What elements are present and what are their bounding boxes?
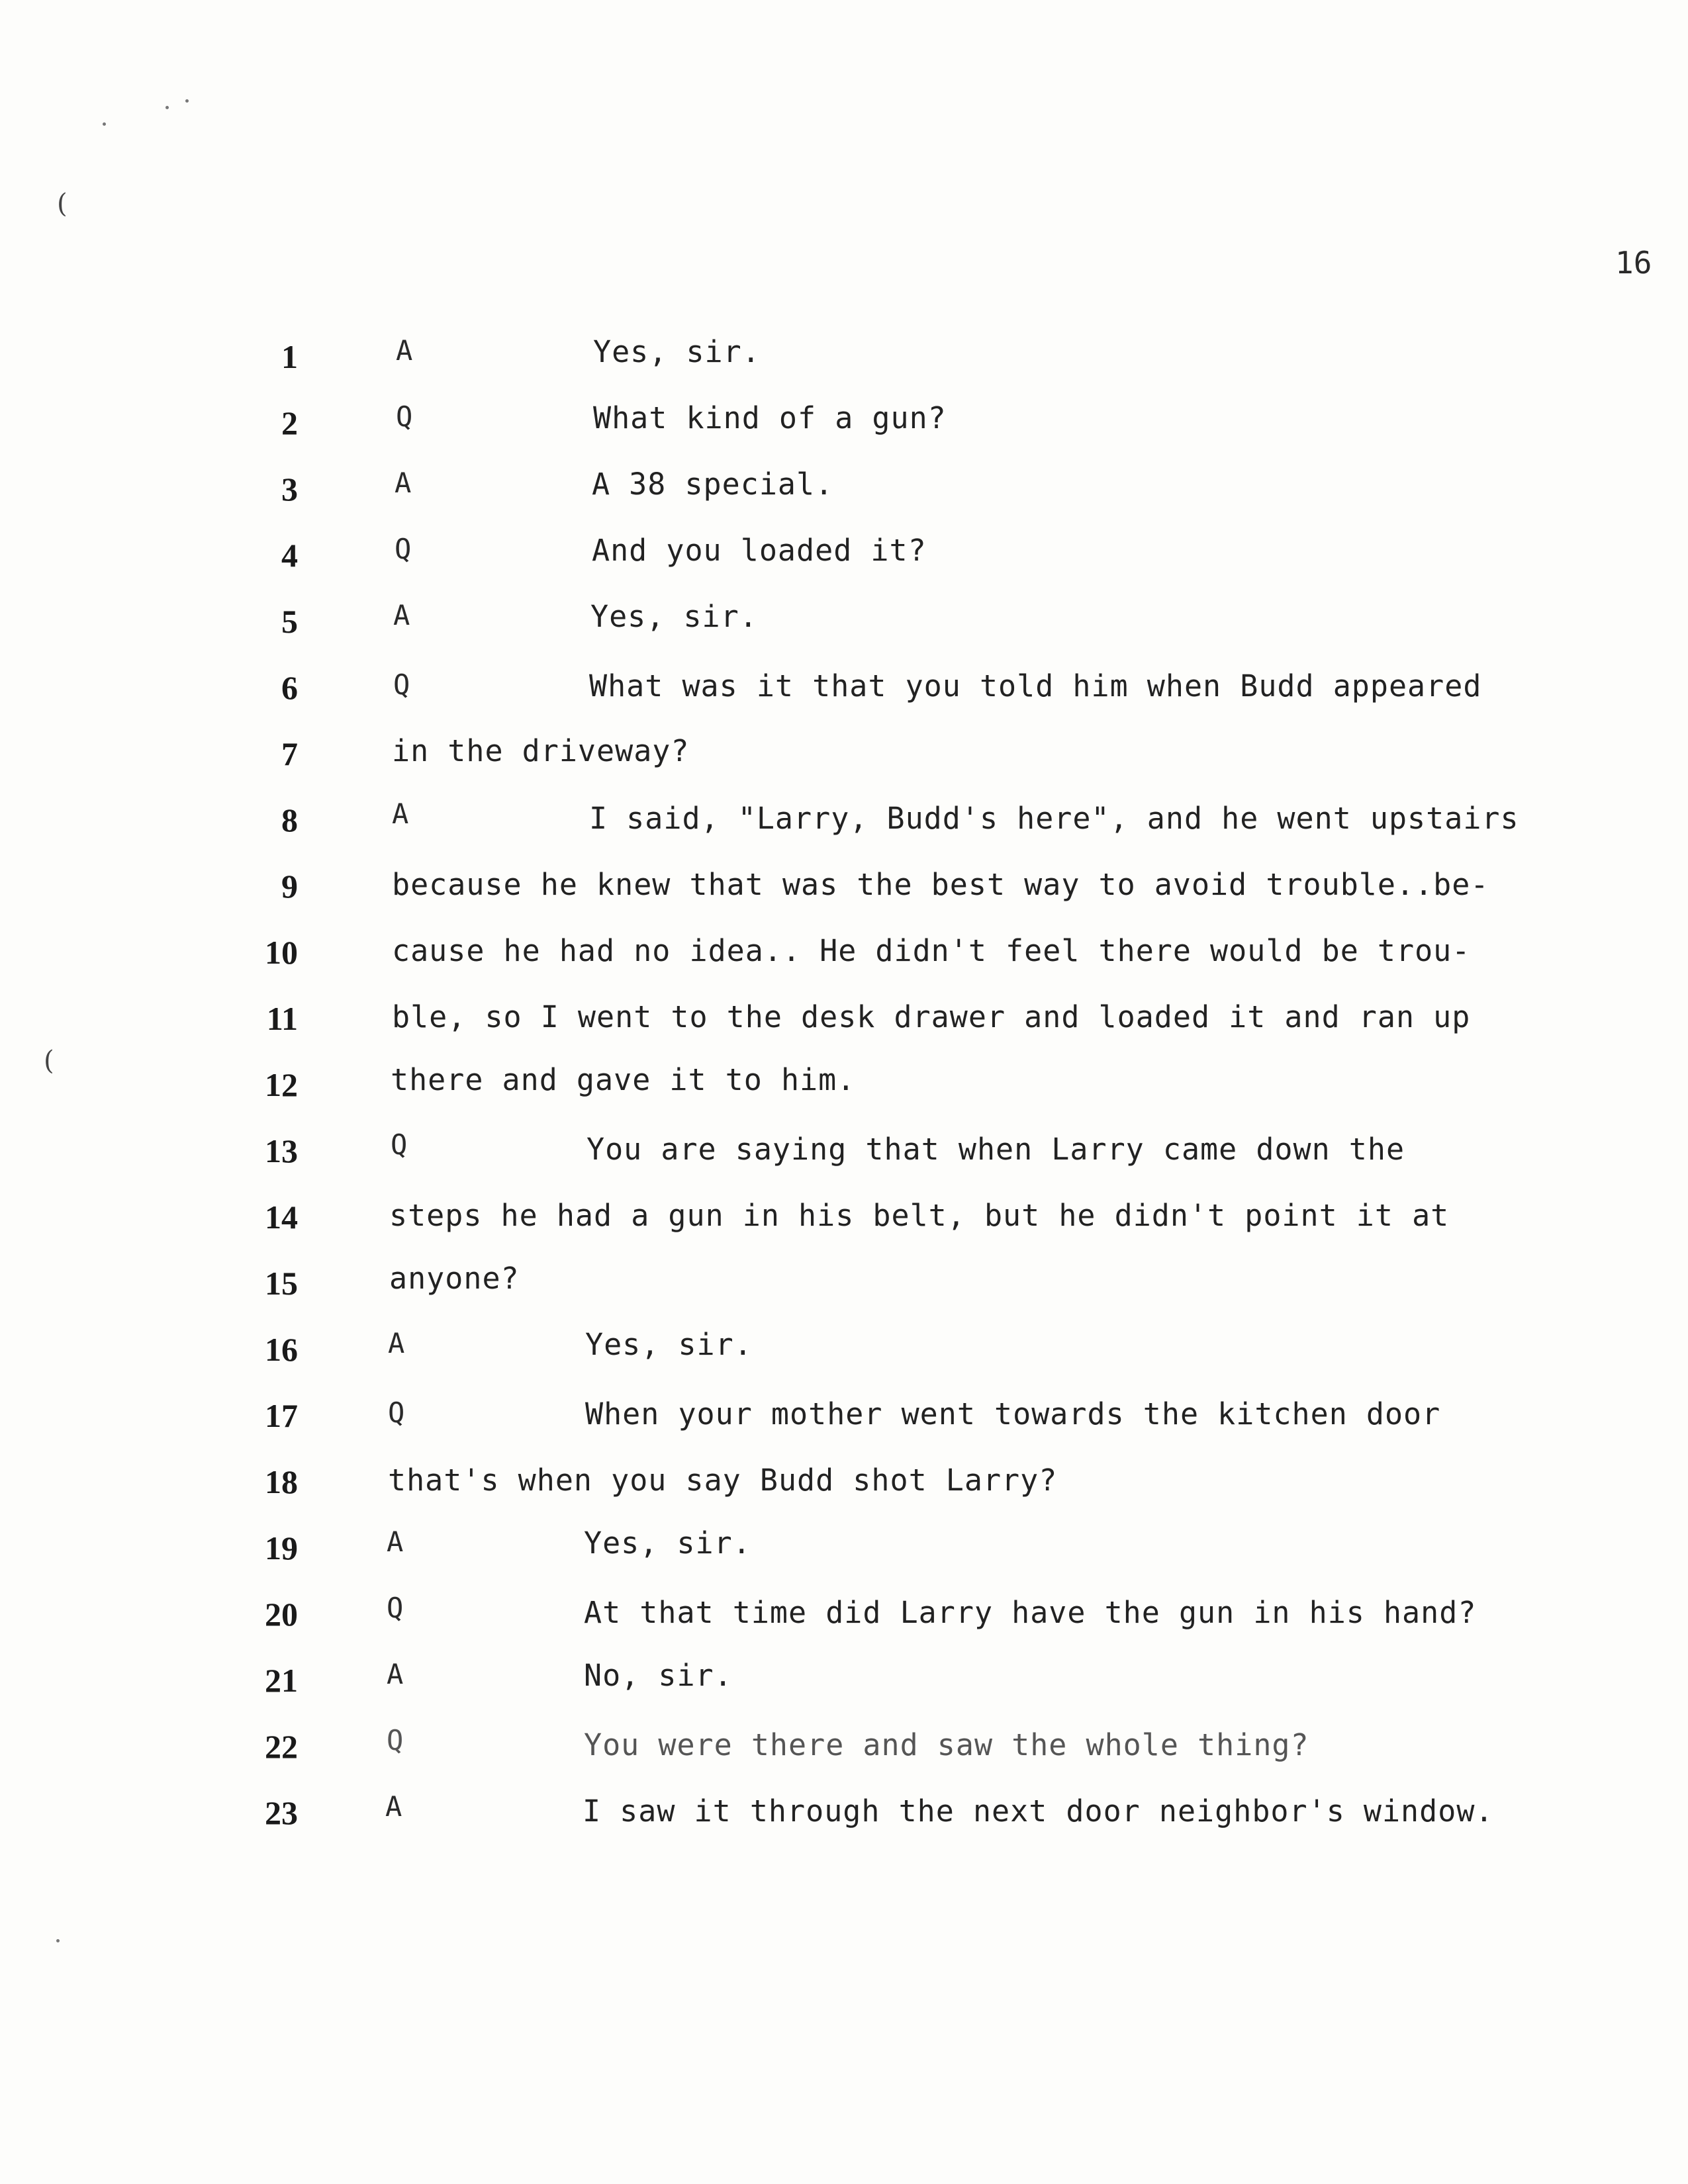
speaker-label: Q [395, 533, 412, 565]
line-number: 2 [281, 404, 298, 441]
testimony-text: What was it that you told him when Budd appeared [589, 668, 1482, 704]
testimony-text: cause he had no idea.. He didn't feel there would be trou- [392, 933, 1471, 968]
testimony-text: You are saying that when Larry came down the [586, 1132, 1405, 1167]
margin-paren-mark: ( [57, 189, 68, 219]
testimony-text: At that time did Larry have the gun in his hand? [584, 1595, 1477, 1630]
line-number: 13 [265, 1132, 298, 1169]
line-number: 3 [281, 471, 298, 508]
testimony-text: that's when you say Budd shot Larry? [388, 1463, 1058, 1498]
scan-speck [165, 106, 169, 109]
line-number: 7 [281, 735, 298, 772]
testimony-text: Yes, sir. [593, 334, 761, 369]
speaker-label: A [388, 1327, 405, 1359]
margin-paren-mark: ( [44, 1046, 54, 1076]
speaker-label: A [395, 467, 412, 499]
testimony-text: I saw it through the next door neighbor's window. [583, 1794, 1494, 1829]
testimony-text: Yes, sir. [584, 1525, 751, 1561]
testimony-text: No, sir. [584, 1658, 733, 1693]
testimony-text: A 38 special. [592, 467, 834, 502]
testimony-text: ble, so I went to the desk drawer and loaded it and ran up [392, 999, 1471, 1034]
line-number: 21 [265, 1662, 298, 1699]
testimony-text: anyone? [389, 1261, 520, 1296]
line-number: 1 [281, 338, 298, 375]
line-number: 23 [265, 1794, 298, 1831]
speaker-label: A [387, 1525, 404, 1558]
testimony-text: Yes, sir. [590, 599, 758, 634]
line-number: 17 [265, 1397, 298, 1434]
testimony-text: steps he had a gun in his belt, but he didn't point it at [389, 1198, 1450, 1233]
speaker-label: A [393, 599, 410, 631]
line-number: 14 [265, 1199, 298, 1236]
speaker-label: Q [387, 1724, 404, 1756]
scan-speck [103, 122, 106, 126]
line-number: 16 [265, 1331, 298, 1368]
speaker-label: Q [396, 400, 413, 433]
page-number: 16 [1615, 245, 1652, 281]
line-number: 5 [281, 603, 298, 640]
speaker-label: Q [387, 1592, 404, 1624]
testimony-text: there and gave it to him. [391, 1062, 856, 1097]
scan-speck [56, 1939, 60, 1942]
line-number: 12 [265, 1066, 298, 1103]
scan-speck [185, 99, 189, 103]
line-number: 15 [265, 1265, 298, 1302]
speaker-label: A [387, 1658, 404, 1690]
line-number: 4 [281, 537, 298, 574]
testimony-text: because he knew that was the best way to avoid trouble..be- [392, 867, 1489, 902]
testimony-text: What kind of a gun? [593, 400, 947, 435]
speaker-label: A [396, 334, 413, 367]
line-number: 9 [281, 868, 298, 905]
line-number: 6 [281, 669, 298, 706]
speaker-label: A [392, 797, 409, 830]
line-number: 18 [265, 1463, 298, 1500]
line-number: 11 [266, 1000, 298, 1037]
testimony-text: When your mother went towards the kitchen door [585, 1396, 1441, 1432]
testimony-text: in the driveway? [392, 733, 690, 768]
line-number: 8 [281, 801, 298, 839]
line-number: 10 [265, 934, 298, 971]
speaker-label: Q [393, 668, 410, 701]
testimony-text: You were there and saw the whole thing? [584, 1727, 1309, 1762]
testimony-text: Yes, sir. [585, 1327, 753, 1362]
testimony-text: And you loaded it? [592, 533, 927, 568]
testimony-text: I said, "Larry, Budd's here", and he went upstairs [589, 801, 1519, 836]
line-number: 20 [265, 1596, 298, 1633]
speaker-label: Q [391, 1128, 408, 1161]
speaker-label: A [385, 1790, 402, 1823]
line-number: 22 [265, 1728, 298, 1765]
line-number: 19 [265, 1529, 298, 1567]
speaker-label: Q [388, 1396, 405, 1429]
